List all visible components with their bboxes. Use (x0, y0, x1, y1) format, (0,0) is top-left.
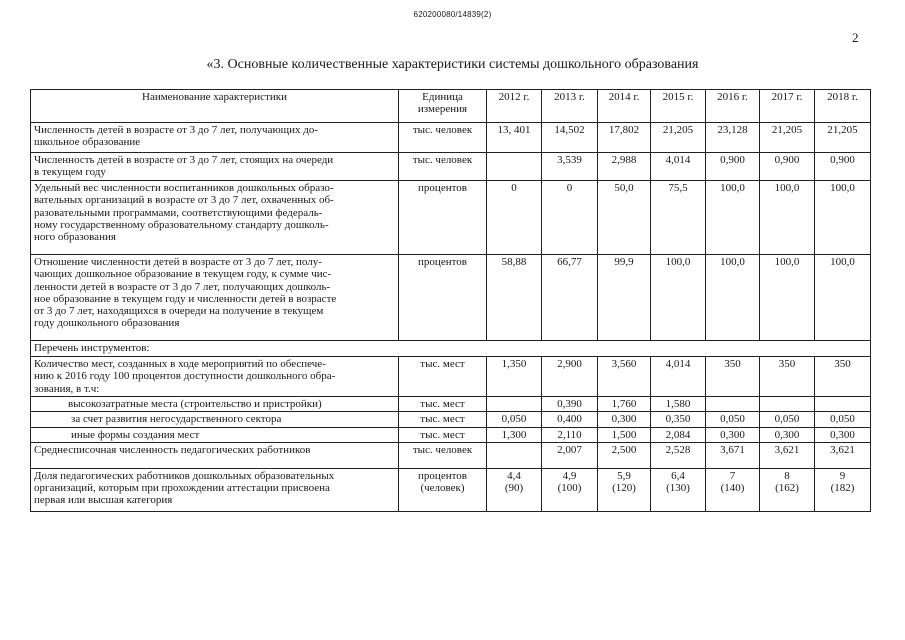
header-year: 2014 г. (598, 90, 651, 123)
section-row (31, 341, 871, 357)
row-value: 3,539 (542, 153, 598, 181)
table-row (31, 123, 871, 153)
table-row (31, 357, 871, 397)
header-year: 2012 г. (487, 90, 542, 123)
row-value: 6,4 (130) (651, 468, 706, 511)
row-value: 350 (706, 357, 760, 397)
row-value: 14,502 (542, 123, 598, 153)
row-value: 0,900 (760, 153, 815, 181)
row-value: 3,560 (598, 357, 651, 397)
row-unit: тыс. мест (399, 412, 487, 427)
row-value (706, 397, 760, 412)
row-value: 0,400 (542, 412, 598, 427)
row-value (487, 442, 542, 468)
table-row (31, 442, 871, 468)
row-value (487, 153, 542, 181)
row-unit: процентов (человек) (399, 468, 487, 511)
table-row (31, 255, 871, 341)
table-row (31, 153, 871, 181)
row-value: 21,205 (815, 123, 871, 153)
row-unit: тыс. мест (399, 357, 487, 397)
row-value: 0,050 (487, 412, 542, 427)
row-unit: процентов (399, 181, 487, 255)
row-value: 2,007 (542, 442, 598, 468)
row-value: 0 (542, 181, 598, 255)
row-value: 100,0 (706, 255, 760, 341)
row-value: 0,300 (706, 427, 760, 442)
row-value: 66,77 (542, 255, 598, 341)
row-value: 4,014 (651, 357, 706, 397)
row-value: 0 (487, 181, 542, 255)
row-value: 9 (182) (815, 468, 871, 511)
row-value: 1,350 (487, 357, 542, 397)
row-value: 0,050 (760, 412, 815, 427)
row-value: 0,900 (815, 153, 871, 181)
row-value: 3,621 (815, 442, 871, 468)
table-row (31, 181, 871, 255)
row-value: 0,050 (815, 412, 871, 427)
row-unit: тыс. мест (399, 427, 487, 442)
row-value: 17,802 (598, 123, 651, 153)
row-value: 13, 401 (487, 123, 542, 153)
row-value: 0,300 (760, 427, 815, 442)
row-value: 1,580 (651, 397, 706, 412)
row-unit: тыс. человек (399, 442, 487, 468)
row-value: 1,500 (598, 427, 651, 442)
row-value: 100,0 (815, 255, 871, 341)
row-value: 2,084 (651, 427, 706, 442)
row-name: Среднесписочная численность педагогических работников (31, 442, 399, 468)
table-header-row (31, 90, 871, 123)
table-row (31, 468, 871, 511)
row-value: 2,528 (651, 442, 706, 468)
row-value: 350 (815, 357, 871, 397)
row-value: 100,0 (760, 181, 815, 255)
table-row (31, 397, 871, 412)
row-value: 0,390 (542, 397, 598, 412)
row-unit: тыс. мест (399, 397, 487, 412)
page-number: 2 (852, 30, 859, 45)
table-row (31, 427, 871, 442)
row-name: Численность детей в возрасте от 3 до 7 лет, получающих до- школьное образование (31, 123, 399, 153)
row-value: 0,350 (651, 412, 706, 427)
row-value: 4,9 (100) (542, 468, 598, 511)
row-value (815, 397, 871, 412)
row-value: 2,500 (598, 442, 651, 468)
row-value: 5,9 (120) (598, 468, 651, 511)
row-value: 0,300 (598, 412, 651, 427)
row-value: 58,88 (487, 255, 542, 341)
document-code: 620200080/14839(2) (413, 10, 492, 19)
header-year: 2015 г. (651, 90, 706, 123)
row-value: 4,4 (90) (487, 468, 542, 511)
row-unit: тыс. человек (399, 153, 487, 181)
row-value: 1,300 (487, 427, 542, 442)
row-value (760, 397, 815, 412)
characteristics-table (30, 89, 871, 512)
row-value: 23,128 (706, 123, 760, 153)
row-value: 7 (140) (706, 468, 760, 511)
row-value: 100,0 (651, 255, 706, 341)
row-value: 350 (760, 357, 815, 397)
row-value: 99,9 (598, 255, 651, 341)
row-value (487, 397, 542, 412)
header-year: 2018 г. (815, 90, 871, 123)
row-name: иные формы создания мест (31, 427, 399, 442)
section-label: Перечень инструментов: (31, 341, 871, 357)
header-year: 2017 г. (760, 90, 815, 123)
row-value: 2,988 (598, 153, 651, 181)
header-year: 2016 г. (706, 90, 760, 123)
row-value: 75,5 (651, 181, 706, 255)
row-name: за счет развития негосударственного сектора (31, 412, 399, 427)
row-value: 0,300 (815, 427, 871, 442)
header-name: Наименование характеристики (31, 90, 399, 123)
row-value: 100,0 (760, 255, 815, 341)
row-value: 100,0 (706, 181, 760, 255)
row-value: 0,050 (706, 412, 760, 427)
row-unit: тыс. человек (399, 123, 487, 153)
header-year: 2013 г. (542, 90, 598, 123)
row-name: Численность детей в возрасте от 3 до 7 лет, стоящих на очереди в текущем году (31, 153, 399, 181)
row-value: 2,900 (542, 357, 598, 397)
row-name: Доля педагогических работников дошкольных образовательных организаций, которым при прохождении аттестации присвоена первая или высшая категория (31, 468, 399, 511)
row-value: 21,205 (651, 123, 706, 153)
row-name: высокозатратные места (строительство и пристройки) (31, 397, 399, 412)
row-value: 8 (162) (760, 468, 815, 511)
row-value: 3,621 (760, 442, 815, 468)
row-value: 100,0 (815, 181, 871, 255)
row-value: 4,014 (651, 153, 706, 181)
row-value: 3,671 (706, 442, 760, 468)
row-value: 50,0 (598, 181, 651, 255)
row-value: 2,110 (542, 427, 598, 442)
table-row (31, 412, 871, 427)
row-value: 1,760 (598, 397, 651, 412)
row-name: Удельный вес численности воспитанников дошкольных образо- вательных организаций в возрасте от 3 до 7 лет, охваченных об- разовательными программами, соответствующими федераль- ному государственному образовательному стандарту дошколь- ного образования (31, 181, 399, 255)
row-unit: процентов (399, 255, 487, 341)
page-title: «3. Основные количественные характеристики системы дошкольного образования (206, 57, 699, 72)
row-value: 21,205 (760, 123, 815, 153)
row-value: 0,900 (706, 153, 760, 181)
row-name: Количество мест, созданных в ходе мероприятий по обеспече- нию к 2016 году 100 процентов доступности дошкольного обра- зования, в т.ч: (31, 357, 399, 397)
row-name: Отношение численности детей в возрасте от 3 до 7 лет, полу- чающих дошкольное образование в текущем году, к сумме чис- ленности детей в возрасте от 3 до 7 лет, получающих дошколь- ное образование в текущем году и численности детей в возрасте от 3 до 7 лет, находящихся в очереди на получение в текущем году дошкольного образования (31, 255, 399, 341)
header-unit: Единица измерения (399, 90, 487, 123)
